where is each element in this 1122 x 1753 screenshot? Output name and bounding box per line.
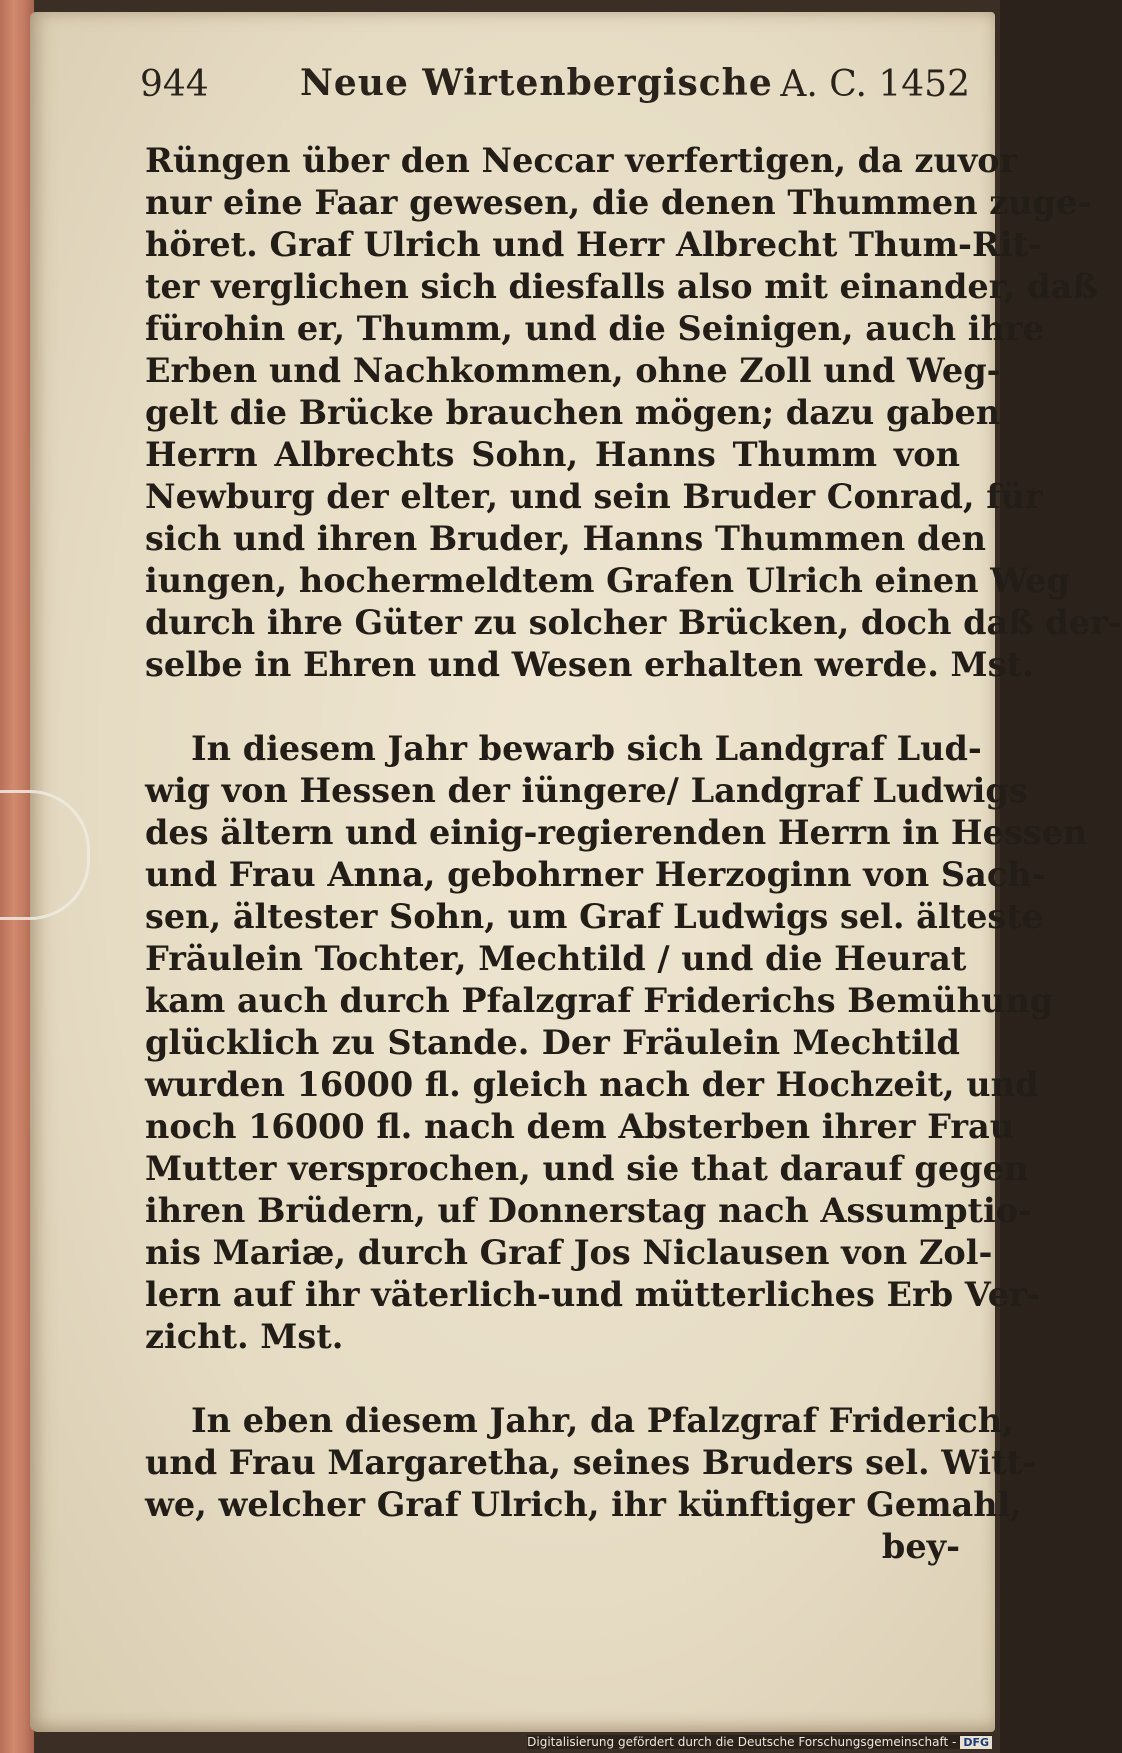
page-number: 944 — [140, 64, 209, 105]
text-line: Erben und Nachkommen, ohne Zoll und Weg- — [145, 351, 1001, 390]
paragraph-2 — [145, 728, 1088, 1358]
digitization-credit — [527, 1735, 992, 1749]
credit-text: Digitalisierung gefördert durch die Deutsche Forschungsgemeinschaft - — [527, 1735, 957, 1749]
paragraph-3 — [145, 1400, 1036, 1568]
year-marker: A. C. 1452 — [780, 64, 970, 105]
text-line: noch 16000 fl. nach dem Absterben ihrer Frau — [145, 1107, 1015, 1146]
text-line: gelt die Brücke brauchen mögen; dazu gaben — [145, 393, 1001, 432]
text-line: durch ihre Güter zu solcher Brücken, doch daß der- — [145, 603, 1122, 642]
text-line: ihren Brüdern, uf Donnerstag nach Assumptio- — [145, 1191, 1032, 1230]
paragraph-1 — [145, 140, 1122, 686]
text-line: sich und ihren Bruder, Hanns Thummen den — [145, 519, 987, 558]
text-line: wig von Hessen der iüngere/ Landgraf Ludwigs — [145, 771, 1028, 810]
text-line: Herrn Albrechts Sohn, Hanns Thumm von — [145, 435, 960, 474]
text-line: nur eine Faar gewesen, die denen Thummen zuge- — [145, 183, 1092, 222]
text-line: Rüngen über den Neccar verfertigen, da zuvor — [145, 141, 1018, 180]
text-line: selbe in Ehren und Wesen erhalten werde. Mst. — [145, 645, 1034, 684]
text-line: Newburg der elter, und sein Bruder Conrad, für — [145, 477, 1043, 516]
text-line: ter verglichen sich diesfalls also mit einander, daß — [145, 267, 1098, 306]
text-line: des ältern und einig-regierenden Herrn in Hessen — [145, 813, 1088, 852]
text-line: nis Mariæ, durch Graf Jos Niclausen von Zol- — [145, 1233, 993, 1272]
catchword: bey- — [881, 1527, 960, 1566]
text-line: höret. Graf Ulrich und Herr Albrecht Thum-Rit- — [145, 225, 1042, 264]
text-line: In eben diesem Jahr, da Pfalzgraf Friderich, — [191, 1401, 1014, 1440]
body-text — [145, 140, 1122, 1568]
text-line: Fräulein Tochter, Mechtild / und die Heurat — [145, 939, 967, 978]
text-line: iungen, hochermeldtem Grafen Ulrich einen Weg — [145, 561, 1070, 600]
text-line: Mutter versprochen, und sie that darauf gegen — [145, 1149, 1029, 1188]
text-line: lern auf ihr väterlich-und mütterliches Erb Ver- — [145, 1275, 1041, 1314]
text-line: In diesem Jahr bewarb sich Landgraf Lud- — [191, 729, 982, 768]
text-line: kam auch durch Pfalzgraf Friderichs Bemühung — [145, 981, 1054, 1020]
text-line: und Frau Margaretha, seines Bruders sel. Witt- — [145, 1443, 1036, 1482]
page-header — [140, 58, 970, 118]
running-title: Neue Wirtenbergische — [300, 62, 773, 104]
text-line: glücklich zu Stande. Der Fräulein Mechtild — [145, 1023, 960, 1062]
text-line: wurden 16000 fl. gleich nach der Hochzeit, und — [145, 1065, 1039, 1104]
text-line: und Frau Anna, gebohrner Herzoginn von Sach- — [145, 855, 1046, 894]
text-line: zicht. Mst. — [145, 1317, 344, 1356]
text-line: fürohin er, Thumm, und die Seinigen, auch ihre — [145, 309, 1044, 348]
text-line: sen, ältester Sohn, um Graf Ludwigs sel. älteste — [145, 897, 1044, 936]
text-line: we, welcher Graf Ulrich, ihr künftiger Gemahl, — [145, 1485, 1022, 1524]
dfg-logo: DFG — [960, 1736, 992, 1749]
